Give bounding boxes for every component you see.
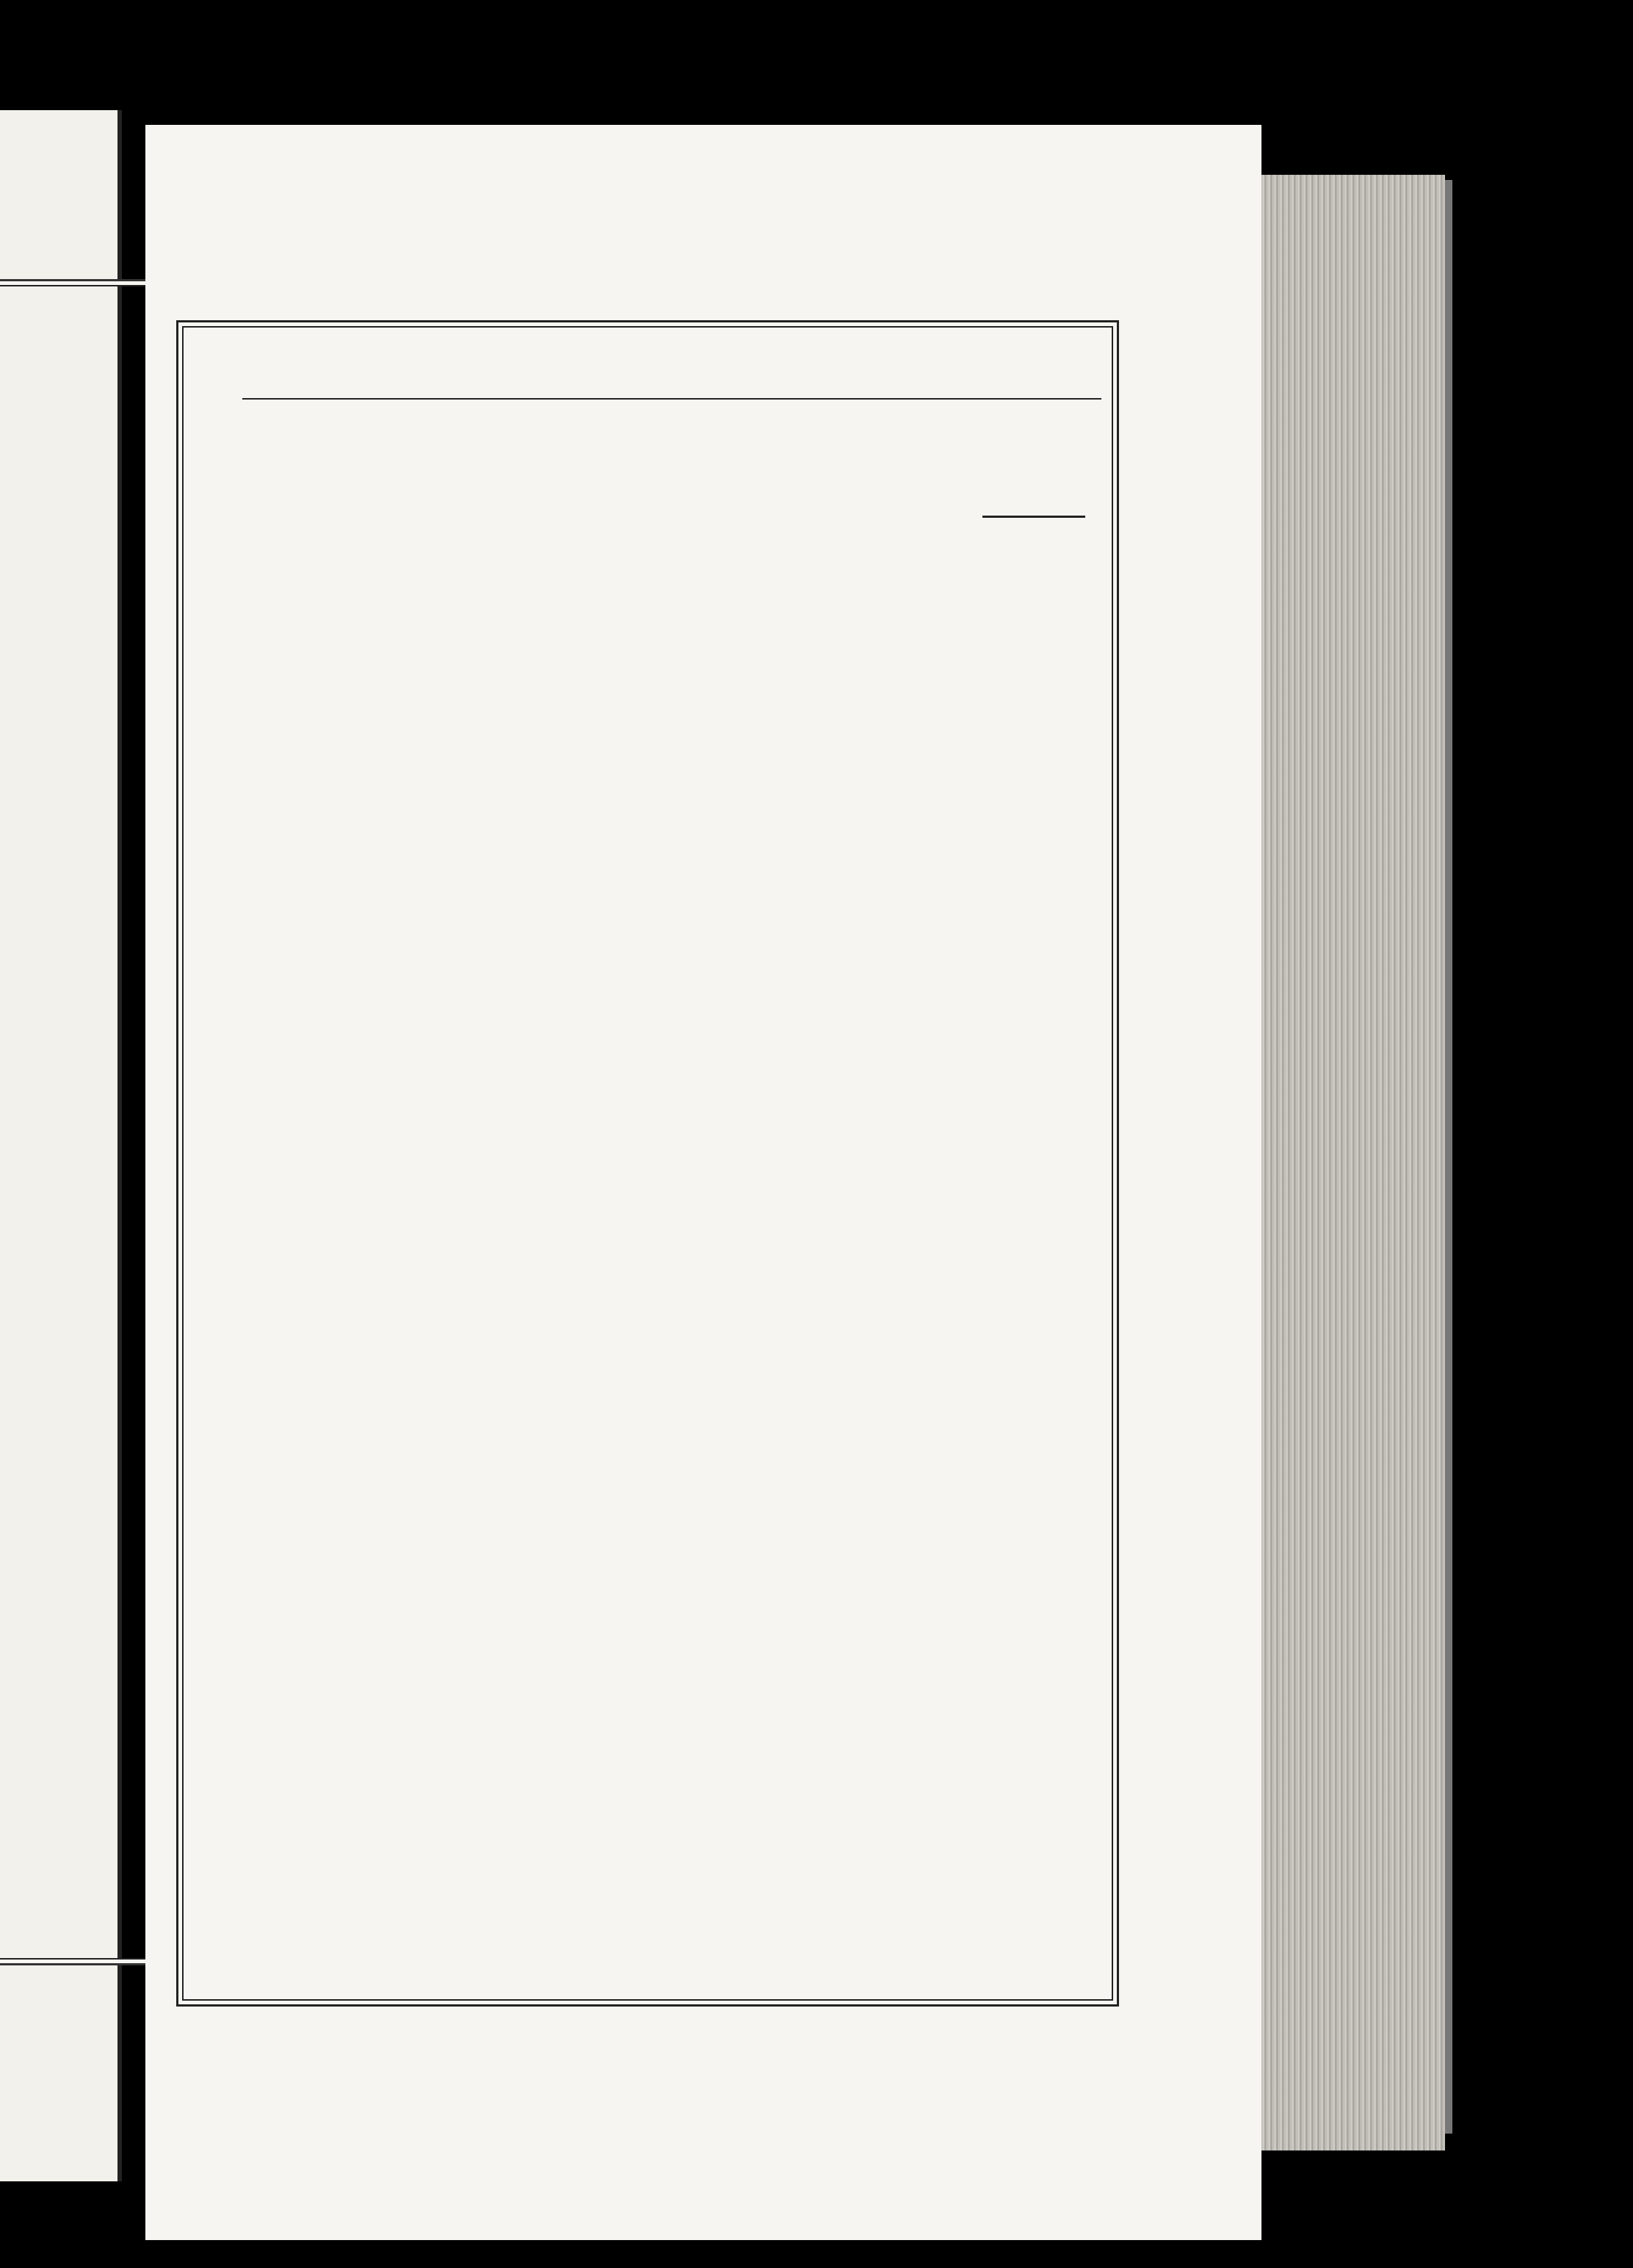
facing-page	[0, 110, 122, 2181]
page-edges	[1261, 175, 1445, 2150]
header-rule	[242, 398, 1101, 400]
subtotal-rule	[982, 516, 1085, 518]
page-edge-shadow	[1445, 180, 1452, 2134]
running-header	[242, 307, 1094, 380]
page-border	[176, 320, 1119, 2007]
